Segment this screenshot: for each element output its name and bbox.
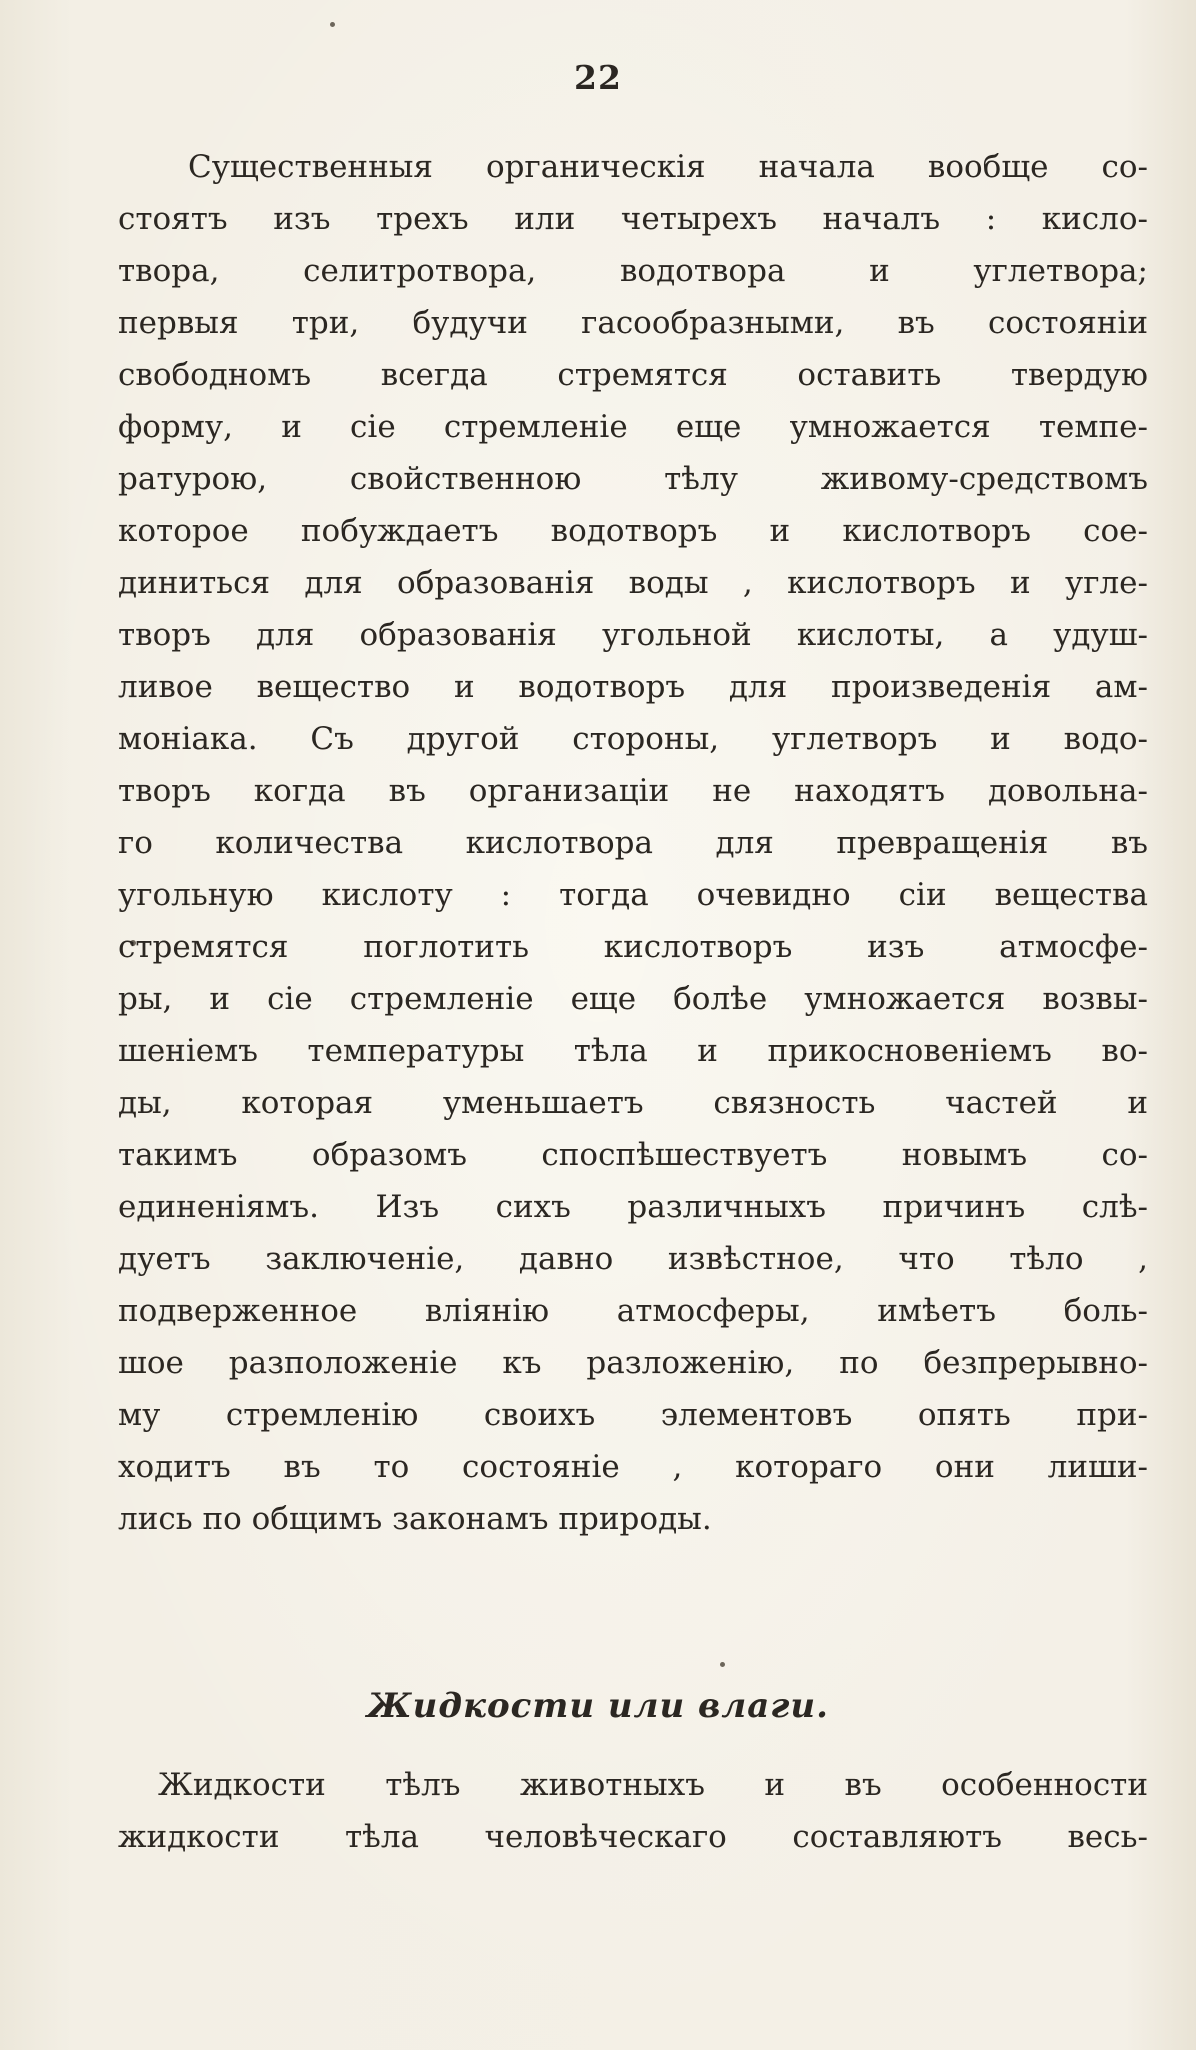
text-line: подверженное вліянію атмосферы, имѣетъ боль- xyxy=(118,1293,1148,1329)
text-line: творъ для образованія угольной кислоты, а удуш- xyxy=(118,617,1148,653)
text-line: Жидкости тѣлъ животныхъ и въ особенности xyxy=(158,1767,1148,1803)
ink-speck xyxy=(330,22,335,27)
text-line: шеніемъ температуры тѣла и прикосновеніемъ во- xyxy=(118,1033,1148,1069)
text-line: диниться для образованія воды , кислотворъ и угле- xyxy=(118,565,1148,601)
page-number: 22 xyxy=(574,58,622,97)
text-line: ливое вещество и водотворъ для произведенія ам- xyxy=(118,669,1148,705)
text-line: свободномъ всегда стремятся оставить твердую xyxy=(118,357,1148,393)
body-paragraph xyxy=(118,1759,1148,1863)
text-line: го количества кислотвора для превращенія въ xyxy=(118,825,1148,861)
text-line: творъ когда въ организаціи не находятъ довольна- xyxy=(118,773,1148,809)
text-line: моніака. Съ другой стороны, углетворъ и водо- xyxy=(118,721,1148,757)
text-line: ры, и сіе стремленіе еще болѣе умножается возвы- xyxy=(118,981,1148,1017)
text-line: форму, и сіе стремленіе еще умножается темпе- xyxy=(118,409,1148,445)
text-line: угольную кислоту : тогда очевидно сіи вещества xyxy=(118,877,1148,913)
text-line: которое побуждаетъ водотворъ и кислотворъ сое- xyxy=(118,513,1148,549)
text-line: стоятъ изъ трехъ или четырехъ началъ : кисло- xyxy=(118,201,1148,237)
section-heading: Жидкости или влаги. xyxy=(367,1686,829,1726)
text-line: ходитъ въ то состояніе , котораго они лиши- xyxy=(118,1449,1148,1485)
text-line: стремятся поглотить кислотворъ изъ атмосфе- xyxy=(118,929,1148,965)
ink-speck xyxy=(720,1662,725,1667)
text-line: ды, которая уменьшаетъ связность частей и xyxy=(118,1085,1148,1121)
text-line: лись по общимъ законамъ природы. xyxy=(118,1501,712,1537)
text-line: ратурою, свойственною тѣлу живому-средствомъ xyxy=(118,461,1148,497)
body-paragraph xyxy=(118,141,1148,1545)
text-line: Существенныя органическія начала вообще со- xyxy=(188,149,1148,185)
text-line: такимъ образомъ споспѣшествуетъ новымъ со- xyxy=(118,1137,1148,1173)
text-line: единеніямъ. Изъ сихъ различныхъ причинъ слѣ- xyxy=(118,1189,1148,1225)
text-line: жидкости тѣла человѣческаго составляютъ весь- xyxy=(118,1819,1148,1855)
text-line: му стремленію своихъ элементовъ опять при- xyxy=(118,1397,1148,1433)
text-line: дуетъ заключеніе, давно извѣстное, что тѣло , xyxy=(118,1241,1148,1277)
text-line: твора, селитротвора, водотвора и углетвора; xyxy=(118,253,1148,289)
text-line: шое разположеніе къ разложенію, по безпрерывно- xyxy=(118,1345,1148,1381)
text-line: первыя три, будучи гасообразными, въ состояніи xyxy=(118,305,1148,341)
